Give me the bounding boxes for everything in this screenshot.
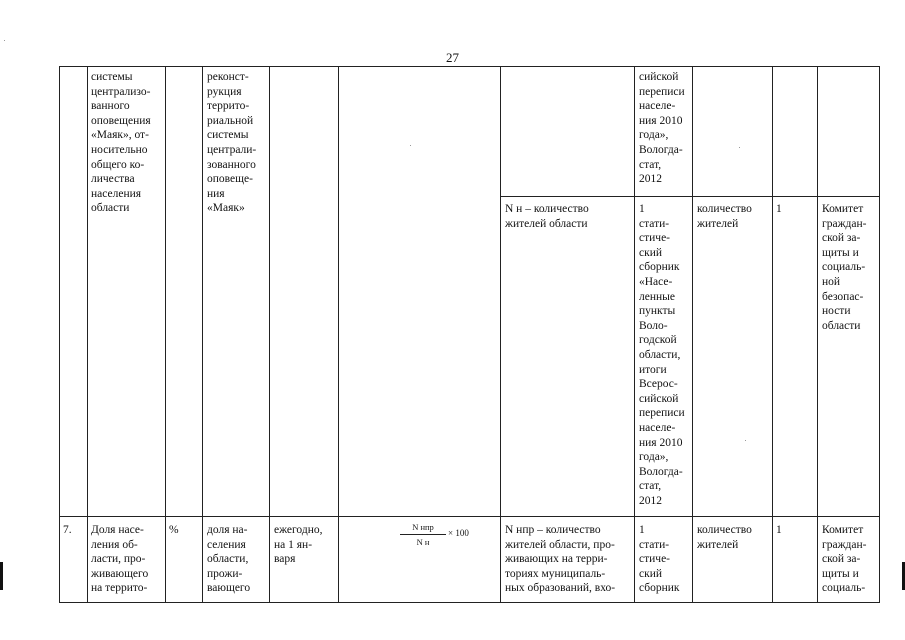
col-border-6: [500, 66, 501, 603]
frequency-cell: ежегодно, на 1 ян- варя: [274, 524, 323, 566]
col-border-3: [202, 66, 203, 603]
col-border-10: [817, 66, 818, 603]
scan-speck: [739, 147, 740, 148]
variable-unit-cell: количество жителей: [697, 524, 752, 551]
table-bottom-border: [59, 602, 879, 603]
col-border-1: [87, 66, 88, 603]
code-cell: 1: [776, 203, 782, 215]
formula-fraction-bar: [400, 534, 446, 535]
scan-speck: [745, 440, 746, 441]
source-cell: 1 стати- стиче- ский сборник «Насе- ленные пункты Воло- годской области, итоги Всерос- сийской переписи населе- ния 2010 года», Вологда- стат, 2012: [639, 203, 685, 507]
col-border-7: [634, 66, 635, 603]
source-cell: 1 стати- стиче- ский сборник: [639, 524, 680, 595]
variable-definition-cell: N нпр – количество жителей области, про- живающих на терри- ториях муниципаль- ных образований, вхо-: [505, 524, 616, 595]
variable-unit-cell: количество жителей: [697, 203, 752, 230]
col-border-2: [165, 66, 166, 603]
table-row-border: [59, 516, 879, 517]
formula-numerator: N нпр: [412, 522, 434, 532]
responsible-cell: Комитет граждан- ской за- щиты и социаль- ной безопас- ности области: [822, 203, 867, 332]
indicator-name-cell: системы централизо- ванного оповещения «Маяк», от- носительно общего ко- личества населения области: [91, 71, 151, 215]
row-number-cell: 7.: [63, 524, 72, 536]
indicator-description-cell: доля на- селения области, прожи- вающего: [207, 524, 251, 595]
col-border-5: [338, 66, 339, 603]
responsible-cell: Комитет граждан- ской за- щиты и социаль-: [822, 524, 867, 595]
unit-cell: %: [169, 524, 179, 536]
indicator-name-cell: Доля насе- ления об- ласти, про- живающего на террито-: [91, 524, 149, 595]
source-top-cell: сийской переписи населе- ния 2010 года», Вологда- стат, 2012: [639, 71, 685, 186]
col-border-11: [879, 66, 880, 603]
table-mid-border-right: [500, 196, 879, 197]
page-number: 27: [446, 50, 459, 65]
formula-cell: [392, 521, 482, 551]
formula-denominator: N н: [416, 537, 430, 547]
scan-speck: [4, 40, 5, 41]
variable-definition-cell: N н – количество жителей области: [505, 203, 589, 230]
col-border-9: [772, 66, 773, 603]
table-top-border: [59, 66, 879, 67]
formula-fraction: [400, 521, 446, 548]
formula-multiplier: × 100: [448, 528, 469, 538]
col-border-0: [59, 66, 60, 603]
col-border-4: [269, 66, 270, 603]
code-cell: 1: [776, 524, 782, 536]
scan-speck: [410, 145, 411, 146]
scan-edge-mark-left: [0, 562, 3, 590]
indicator-description-cell: реконст- рукция террито- риальной системы централи- зованного оповеще- ния «Маяк»: [207, 71, 257, 215]
